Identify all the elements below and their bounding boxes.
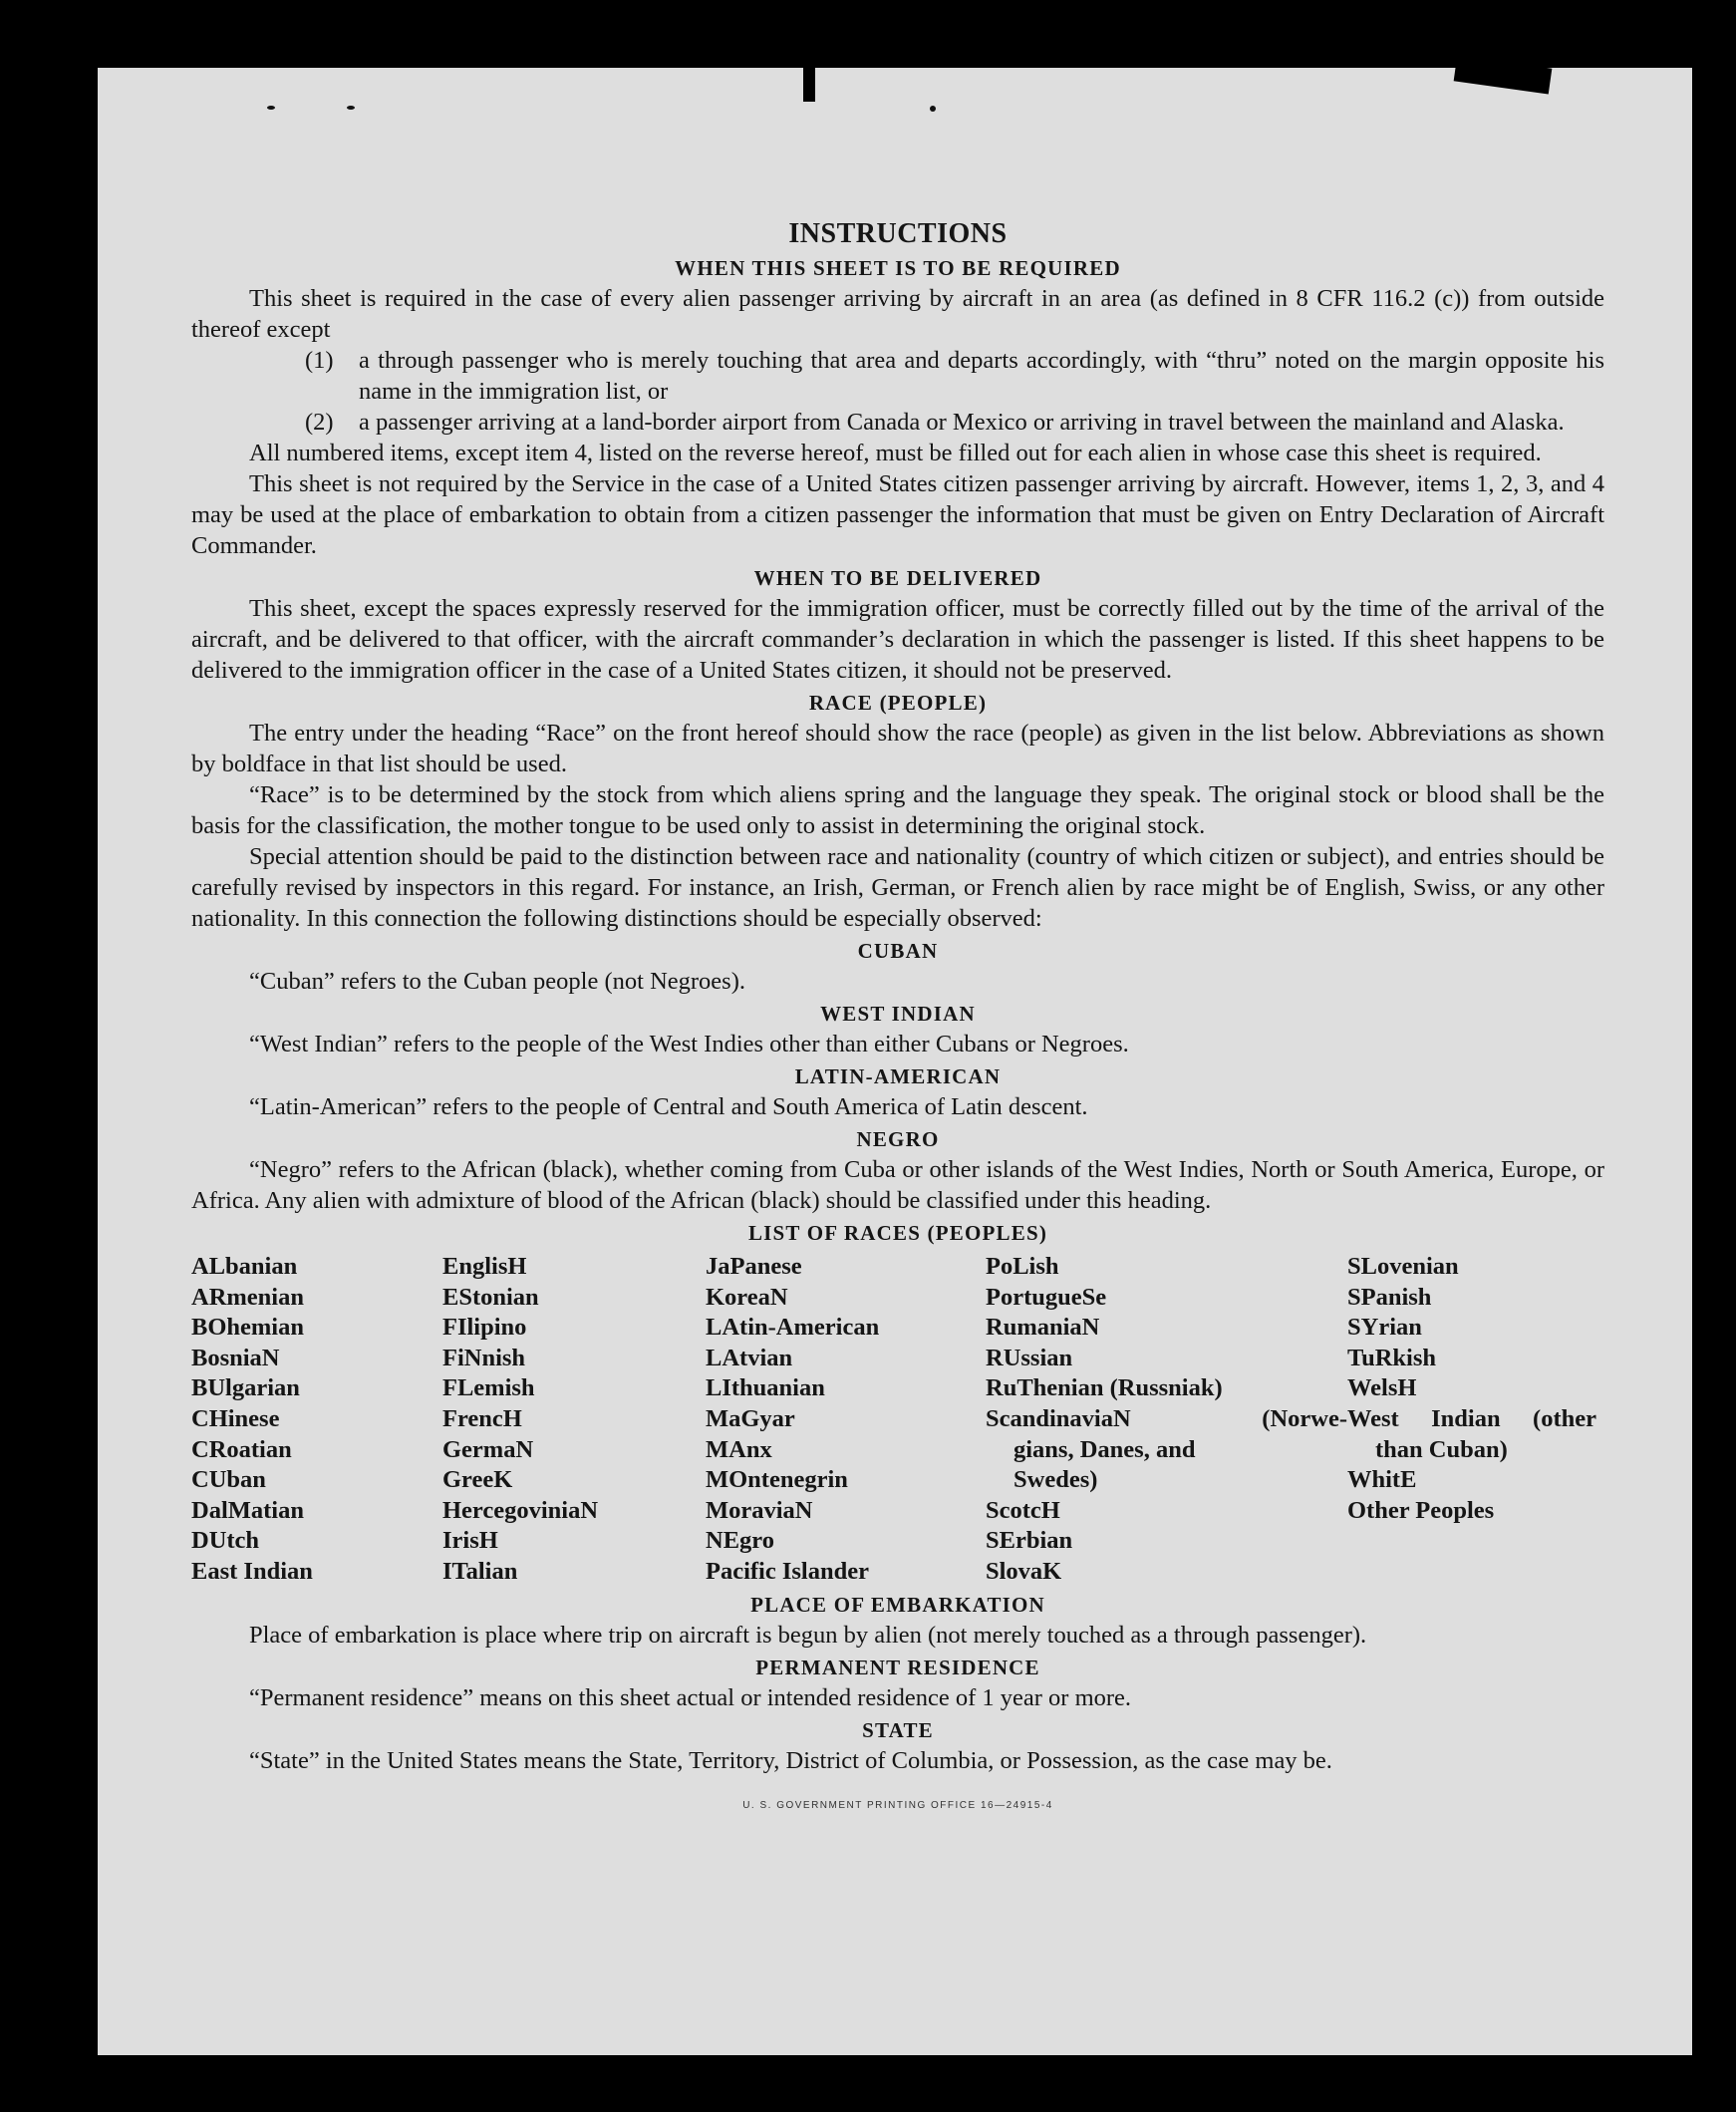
- race-entry: PortugueSe: [986, 1283, 1107, 1311]
- race-entry: CHinese: [191, 1404, 280, 1432]
- paragraph: This sheet is required in the case of every alien passenger arriving by aircraft in an area (as defined in 8 CFR 116.2 (c)) from outside thereof except: [191, 285, 1604, 343]
- race-entry: KoreaN: [706, 1283, 788, 1311]
- race-entry: West Indian (other: [1347, 1404, 1596, 1432]
- race-entry: NEgro: [706, 1527, 774, 1555]
- races-column: [1347, 1252, 1596, 1588]
- paragraph: “Cuban” refers to the Cuban people (not Negroes).: [249, 968, 745, 995]
- paragraph: Special attention should be paid to the distinction between race and nationality (country of which citizen or subject), and entries should be carefully revised by inspectors in this regard. For instance, an Irish, German, or French alien by race might be of English, Swiss, or any other nationality. In this connection the following distinctions should be especially observed:: [191, 843, 1604, 932]
- item-number: (2): [305, 409, 334, 436]
- race-entry: SPanish: [1347, 1283, 1432, 1311]
- race-entry: EnglisH: [442, 1253, 527, 1280]
- race-entry: Other Peoples: [1347, 1496, 1495, 1524]
- paragraph: “Negro” refers to the African (black), whether coming from Cuba or other islands of the West Indies, North or South America, Europe, or Africa. Any alien with admixture of blood of the African (black) should be classified under this heading.: [191, 1156, 1604, 1214]
- race-entry: RUssian: [986, 1344, 1073, 1371]
- race-entry: East Indian: [191, 1557, 313, 1585]
- race-entry: FLemish: [442, 1374, 535, 1402]
- race-entry-continued: gians, Danes, and: [1013, 1435, 1196, 1463]
- paragraph: “Latin-American” refers to the people of Central and South America of Latin descent.: [249, 1093, 1088, 1120]
- race-entry: CRoatian: [191, 1435, 292, 1463]
- race-entry-continued: Swedes): [1013, 1466, 1098, 1494]
- item-text: a passenger arriving at a land-border airport from Canada or Mexico or arriving in travel between the mainland and Alaska.: [359, 409, 1565, 436]
- race-entry: MoraviaN: [706, 1496, 813, 1524]
- races-column: [986, 1252, 1347, 1588]
- race-entry: GreeK: [442, 1466, 513, 1494]
- document-page: [98, 68, 1692, 2055]
- race-entry: JaPanese: [706, 1253, 802, 1280]
- heading-embarkation: PLACE OF EMBARKATION: [750, 1592, 1045, 1617]
- race-entry: Pacific Islander: [706, 1557, 869, 1585]
- race-entry-continued: than Cuban): [1375, 1435, 1508, 1463]
- ink-speck: [267, 106, 275, 110]
- paragraph: This sheet, except the spaces expressly reserved for the immigration officer, must be correctly filled out by the time of the arrival of the aircraft, and be delivered to that officer, with the aircraft commander’s declaration in which the passenger is listed. If this sheet happens to be delivered to the immigration officer in the case of a United States citizen, it should not be preserved.: [191, 595, 1604, 684]
- races-column: [442, 1252, 706, 1588]
- race-entry: ScandinaviaN (Norwe-: [986, 1404, 1347, 1432]
- race-entry: MaGyar: [706, 1404, 795, 1432]
- race-entry: LAtvian: [706, 1344, 793, 1371]
- paragraph: “Permanent residence” means on this sheet actual or intended residence of 1 year or more.: [249, 1683, 1132, 1711]
- torn-notch-top: [803, 68, 815, 102]
- race-entry: BOhemian: [191, 1314, 304, 1342]
- race-entry: RumaniaN: [986, 1314, 1100, 1342]
- ink-speck: [347, 106, 355, 110]
- heading-residence: PERMANENT RESIDENCE: [755, 1655, 1040, 1679]
- race-entry: RuThenian (Russniak): [986, 1374, 1223, 1402]
- races-table: [191, 1252, 1604, 1588]
- list-item: [191, 345, 1604, 407]
- race-entry: BosniaN: [191, 1344, 280, 1371]
- race-entry: SLovenian: [1347, 1253, 1459, 1280]
- race-entry: GermaN: [442, 1435, 534, 1463]
- list-item: [191, 407, 1604, 438]
- race-entry: MAnx: [706, 1435, 772, 1463]
- paragraph: “State” in the United States means the State, Territory, District of Columbia, or Possession, as the case may be.: [249, 1746, 1332, 1774]
- race-entry: FIlipino: [442, 1314, 527, 1342]
- race-entry: IrisH: [442, 1527, 498, 1555]
- race-entry: CUban: [191, 1466, 266, 1494]
- race-entry: LIthuanian: [706, 1374, 825, 1402]
- race-entry: EStonian: [442, 1283, 539, 1311]
- heading-list-of-races: LIST OF RACES (PEOPLES): [747, 1221, 1048, 1245]
- torn-corner: [1454, 55, 1553, 94]
- heading-when-delivered: WHEN TO BE DELIVERED: [753, 566, 1042, 590]
- heading-when-required: WHEN THIS SHEET IS TO BE REQUIRED: [675, 256, 1121, 280]
- race-entry: ITalian: [442, 1557, 518, 1585]
- race-entry: SErbian: [986, 1527, 1073, 1555]
- race-entry: WhitE: [1347, 1466, 1417, 1494]
- race-entry: DUtch: [191, 1527, 260, 1555]
- paragraph: Place of embarkation is place where trip on aircraft is begun by alien (not merely touched as a through passenger).: [249, 1621, 1367, 1649]
- paragraph: This sheet is not required by the Service in the case of a United States citizen passenger arriving by aircraft. However, items 1, 2, 3, and 4 may be used at the place of embarkation to obtain from a citizen passenger the information that must be given on Entry Declaration of Aircraft Commander.: [191, 470, 1604, 559]
- heading-west-indian: WEST INDIAN: [820, 1002, 976, 1026]
- printer-imprint: U. S. GOVERNMENT PRINTING OFFICE 16—24915-4: [742, 1799, 1053, 1811]
- races-column: [706, 1252, 986, 1588]
- race-entry: ALbanian: [191, 1253, 298, 1280]
- race-entry: FrencH: [442, 1404, 522, 1432]
- heading-race: RACE (PEOPLE): [808, 691, 988, 715]
- page-title: INSTRUCTIONS: [788, 218, 1008, 249]
- race-entry: SlovaK: [986, 1557, 1062, 1585]
- races-column: [191, 1252, 442, 1588]
- paragraph: “Race” is to be determined by the stock from which aliens spring and the language they speak. The original stock or blood shall be the basis for the classification, the mother tongue to be used only to assist in determining the original stock.: [191, 781, 1604, 839]
- race-entry: SYrian: [1347, 1314, 1422, 1342]
- race-entry: ARmenian: [191, 1283, 304, 1311]
- race-entry: LAtin-American: [706, 1314, 880, 1342]
- ink-speck: [930, 106, 936, 112]
- paragraph: The entry under the heading “Race” on the front hereof should show the race (people) as given in the list below. Abbreviations as shown by boldface in that list should be used.: [191, 720, 1604, 777]
- race-entry: HercegoviniaN: [442, 1496, 599, 1524]
- item-text: a through passenger who is merely touching that area and departs accordingly, with “thru” noted on the margin opposite his name in the immigration list, or: [359, 347, 1604, 405]
- paragraph: All numbered items, except item 4, listed on the reverse hereof, must be filled out for each alien in whose case this sheet is required.: [249, 440, 1542, 466]
- race-entry: PoLish: [986, 1253, 1059, 1280]
- heading-negro: NEGRO: [856, 1127, 940, 1151]
- heading-state: STATE: [862, 1717, 934, 1742]
- race-entry: FiNnish: [442, 1344, 526, 1371]
- race-entry: WelsH: [1347, 1374, 1417, 1402]
- race-entry: DalMatian: [191, 1496, 304, 1524]
- item-number: (1): [305, 347, 334, 374]
- heading-cuban: CUBAN: [857, 939, 939, 963]
- race-entry: MOntenegrin: [706, 1466, 848, 1494]
- heading-latin-american: LATIN-AMERICAN: [794, 1064, 1002, 1088]
- race-entry: ScotcH: [986, 1496, 1060, 1524]
- race-entry: BUlgarian: [191, 1374, 300, 1402]
- paragraph: “West Indian” refers to the people of the West Indies other than either Cubans or Negroes.: [249, 1031, 1129, 1057]
- race-entry: TuRkish: [1347, 1344, 1437, 1371]
